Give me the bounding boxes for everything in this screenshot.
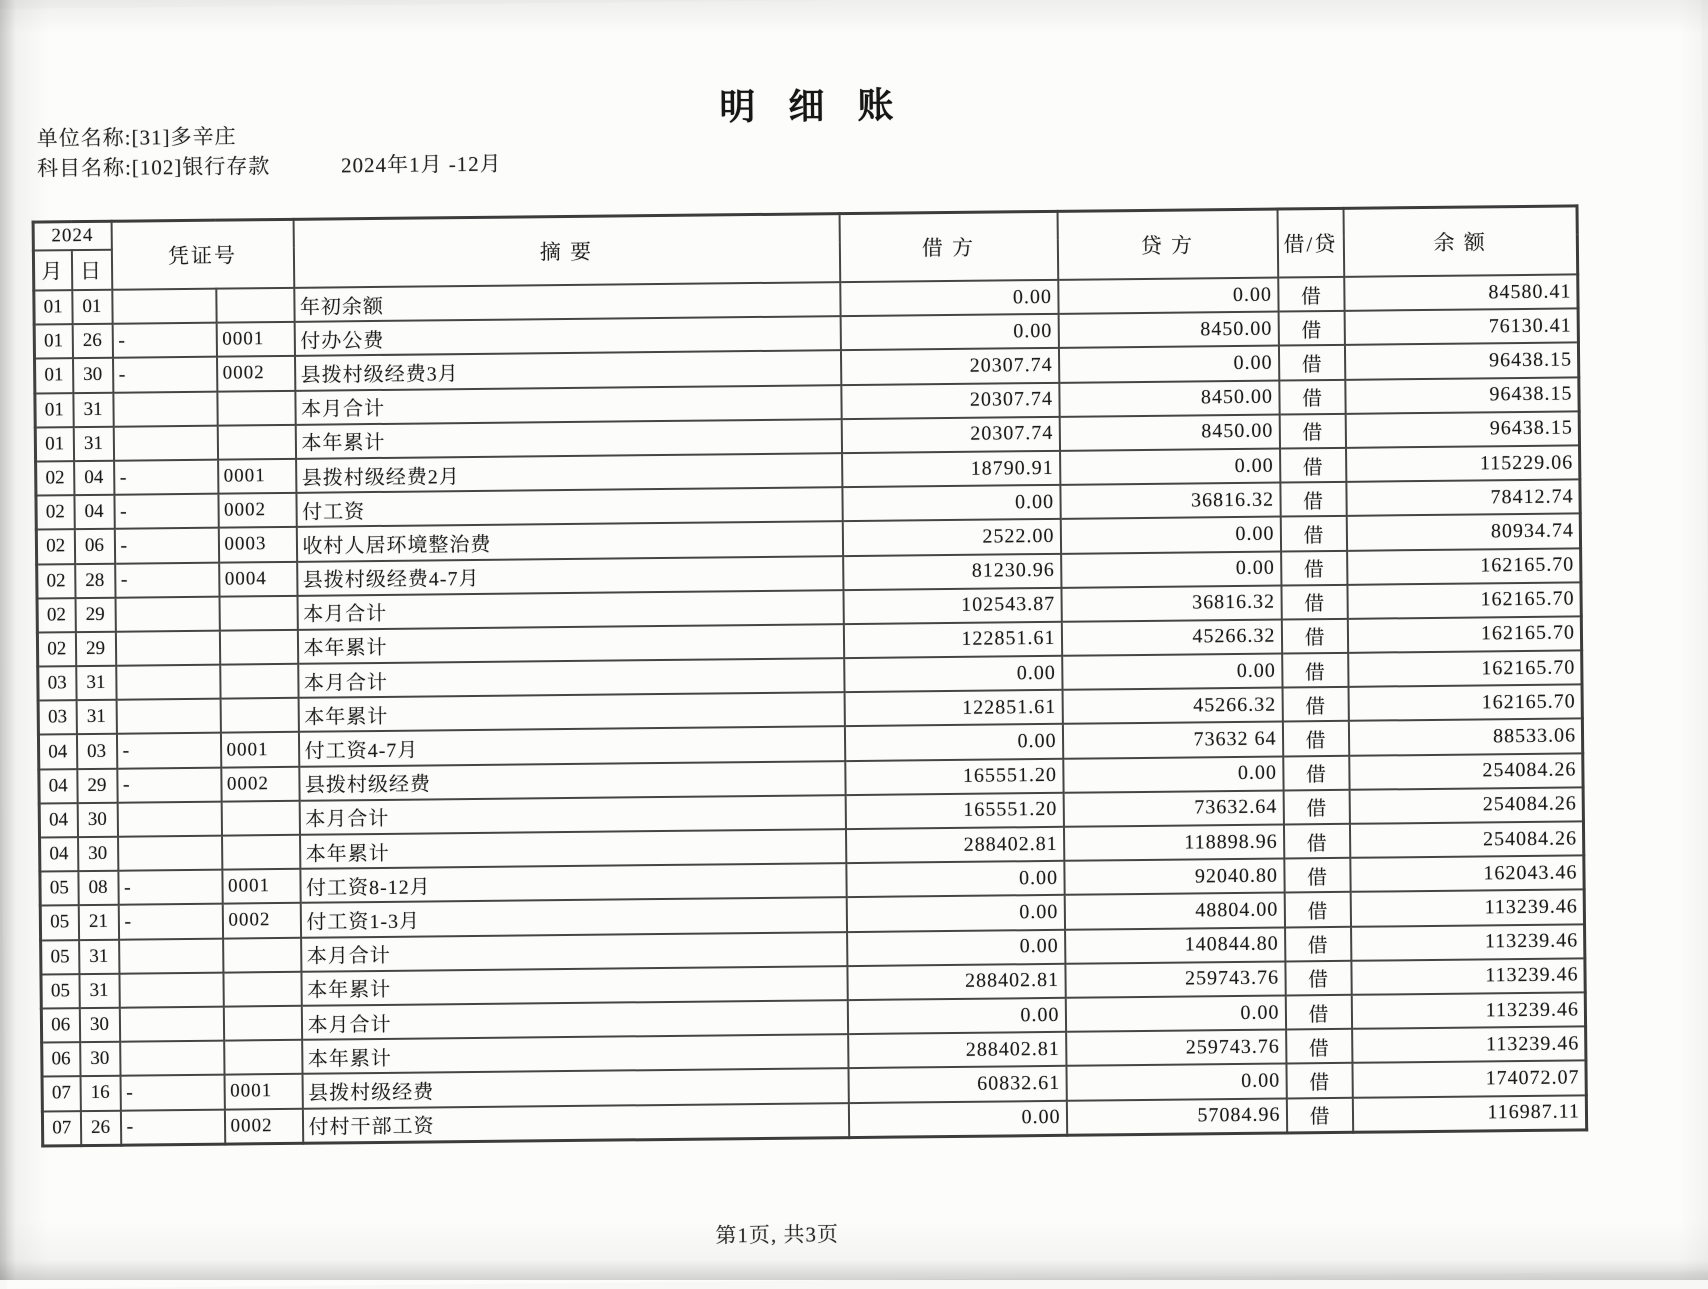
day-cell: 21 bbox=[78, 905, 118, 940]
month-cell: 05 bbox=[40, 871, 78, 906]
direction-cell: 借 bbox=[1286, 1029, 1352, 1064]
voucher-cell: 0001 bbox=[218, 459, 296, 494]
summary-cell: 本月合计 bbox=[295, 385, 841, 425]
direction-cell: 借 bbox=[1278, 345, 1344, 380]
dash-cell bbox=[120, 1041, 224, 1076]
month-cell: 07 bbox=[42, 1111, 80, 1146]
credit-cell: 73632 64 bbox=[1062, 722, 1282, 758]
debit-cell: 60832.61 bbox=[848, 1066, 1066, 1102]
month-cell: 06 bbox=[41, 1008, 79, 1043]
page-title: 明 细 账 bbox=[719, 85, 906, 128]
credit-cell: 140844.80 bbox=[1065, 927, 1285, 963]
month-cell: 04 bbox=[39, 803, 77, 838]
credit-cell: 8450.00 bbox=[1059, 380, 1279, 416]
day-cell: 31 bbox=[76, 700, 116, 735]
balance-cell: 84580.41 bbox=[1344, 274, 1578, 311]
dash-cell bbox=[116, 665, 220, 700]
credit-cell: 0.00 bbox=[1062, 654, 1282, 690]
balance-cell: 96438.15 bbox=[1345, 411, 1579, 448]
credit-cell: 0.00 bbox=[1063, 756, 1283, 792]
direction-cell: 借 bbox=[1279, 414, 1345, 449]
day-cell: 26 bbox=[72, 324, 112, 359]
ledger-body bbox=[34, 274, 1587, 1145]
month-cell: 01 bbox=[35, 359, 73, 394]
page-number-footer: 第1页, 共3页 bbox=[715, 1222, 840, 1248]
period-range: 2024年1月 -12月 bbox=[340, 151, 502, 178]
month-cell: 03 bbox=[38, 666, 76, 701]
balance-cell: 78412.74 bbox=[1346, 480, 1580, 517]
day-cell: 30 bbox=[77, 803, 117, 838]
month-cell: 06 bbox=[42, 1042, 80, 1077]
month-cell: 01 bbox=[35, 393, 73, 428]
summary-cell: 本月合计 bbox=[298, 658, 844, 698]
debit-cell: 288402.81 bbox=[847, 964, 1065, 1000]
voucher-cell bbox=[221, 801, 299, 836]
credit-cell: 45266.32 bbox=[1061, 619, 1281, 655]
debit-cell: 122851.61 bbox=[843, 622, 1061, 658]
voucher-cell: 0002 bbox=[217, 356, 295, 391]
unit-name-line bbox=[37, 120, 237, 152]
summary-cell: 本月合计 bbox=[299, 795, 845, 835]
voucher-cell bbox=[219, 630, 297, 665]
month-cell: 04 bbox=[40, 837, 78, 872]
month-cell: 02 bbox=[37, 598, 75, 633]
summary-cell: 年初余额 bbox=[294, 282, 840, 322]
debit-cell: 0.00 bbox=[847, 929, 1065, 965]
summary-cell: 付村干部工资 bbox=[302, 1103, 848, 1143]
day-cell: 31 bbox=[73, 426, 113, 461]
day-cell: 31 bbox=[73, 392, 113, 427]
direction-cell: 借 bbox=[1285, 961, 1351, 996]
summary-cell: 县拨村级经费4-7月 bbox=[297, 556, 843, 596]
voucher-cell bbox=[222, 835, 300, 870]
header-credit: 贷 方 bbox=[1057, 209, 1278, 280]
direction-cell: 借 bbox=[1281, 619, 1347, 654]
debit-cell: 81230.96 bbox=[843, 553, 1061, 589]
dash-cell: - bbox=[116, 733, 220, 768]
direction-cell: 借 bbox=[1280, 482, 1346, 517]
month-cell: 02 bbox=[36, 529, 74, 564]
direction-cell: 借 bbox=[1285, 926, 1351, 961]
summary-cell: 县拨村级经费 bbox=[299, 761, 845, 801]
day-cell: 04 bbox=[74, 461, 114, 496]
direction-cell: 借 bbox=[1285, 995, 1351, 1030]
balance-cell: 162165.70 bbox=[1347, 616, 1581, 653]
credit-cell: 0.00 bbox=[1058, 346, 1278, 382]
balance-cell: 174072.07 bbox=[1352, 1061, 1586, 1098]
debit-cell: 165551.20 bbox=[845, 758, 1063, 794]
balance-cell: 113239.46 bbox=[1352, 1026, 1586, 1063]
summary-cell: 收村人居环境整治费 bbox=[296, 521, 842, 561]
month-cell: 07 bbox=[42, 1076, 80, 1111]
day-cell: 04 bbox=[74, 495, 114, 530]
debit-cell: 0.00 bbox=[840, 280, 1058, 316]
day-cell: 29 bbox=[75, 632, 115, 667]
dash-cell bbox=[113, 425, 217, 460]
voucher-cell: 0002 bbox=[224, 1108, 302, 1144]
day-cell: 08 bbox=[78, 871, 118, 906]
voucher-cell: 0004 bbox=[219, 561, 297, 596]
month-cell: 02 bbox=[36, 461, 74, 496]
balance-cell: 162165.70 bbox=[1347, 548, 1581, 585]
debit-cell: 0.00 bbox=[846, 895, 1064, 931]
voucher-cell bbox=[220, 698, 298, 733]
debit-cell: 20307.74 bbox=[841, 417, 1059, 453]
dash-cell: - bbox=[118, 904, 222, 939]
debit-cell: 122851.61 bbox=[844, 690, 1062, 726]
header-month: 月 bbox=[33, 250, 71, 290]
credit-cell: 36816.32 bbox=[1061, 585, 1281, 621]
dash-cell: - bbox=[118, 870, 222, 905]
debit-cell: 0.00 bbox=[844, 724, 1062, 760]
summary-cell: 付工资 bbox=[296, 487, 842, 527]
month-cell: 01 bbox=[35, 427, 73, 462]
balance-cell: 80934.74 bbox=[1346, 514, 1580, 551]
subject-name-label: 科目名称: bbox=[36, 155, 132, 181]
summary-cell: 本年累计 bbox=[301, 966, 847, 1006]
debit-cell: 0.00 bbox=[848, 1100, 1066, 1137]
day-cell: 28 bbox=[75, 563, 115, 598]
dash-cell: - bbox=[112, 323, 216, 358]
voucher-cell: 0002 bbox=[222, 903, 300, 938]
credit-cell: 259743.76 bbox=[1065, 961, 1285, 997]
day-cell: 30 bbox=[80, 1042, 120, 1077]
credit-cell: 57084.96 bbox=[1066, 1098, 1286, 1135]
day-cell: 03 bbox=[76, 734, 116, 769]
summary-cell: 付工资1-3月 bbox=[300, 897, 846, 937]
credit-cell: 259743.76 bbox=[1066, 1030, 1286, 1066]
voucher-cell: 0002 bbox=[218, 493, 296, 528]
summary-cell: 本年累计 bbox=[298, 692, 844, 732]
direction-cell: 借 bbox=[1286, 1063, 1352, 1098]
direction-cell: 借 bbox=[1280, 516, 1346, 551]
direction-cell: 借 bbox=[1281, 550, 1347, 585]
credit-cell: 45266.32 bbox=[1062, 688, 1282, 724]
day-cell: 31 bbox=[79, 939, 119, 974]
month-cell: 01 bbox=[34, 290, 72, 325]
voucher-cell: 0001 bbox=[224, 1074, 302, 1109]
day-cell: 31 bbox=[76, 666, 116, 701]
summary-cell: 本月合计 bbox=[297, 590, 843, 630]
debit-cell: 102543.87 bbox=[843, 588, 1061, 624]
header-summary: 摘 要 bbox=[293, 214, 840, 288]
dash-cell: - bbox=[114, 528, 218, 563]
dash-cell bbox=[112, 289, 216, 324]
debit-cell: 0.00 bbox=[840, 314, 1058, 350]
credit-cell: 0.00 bbox=[1066, 1064, 1286, 1100]
voucher-cell: 0002 bbox=[221, 766, 299, 801]
debit-cell: 2522.00 bbox=[842, 519, 1060, 555]
voucher-cell bbox=[223, 937, 301, 972]
dash-cell bbox=[117, 801, 221, 836]
voucher-cell: 0001 bbox=[222, 869, 300, 904]
balance-cell: 115229.06 bbox=[1346, 445, 1580, 482]
month-cell: 04 bbox=[38, 735, 76, 770]
dash-cell: - bbox=[120, 1109, 224, 1145]
credit-cell: 36816.32 bbox=[1060, 483, 1280, 519]
credit-cell: 0.00 bbox=[1058, 278, 1278, 314]
header-year: 2024 bbox=[33, 221, 111, 250]
credit-cell: 0.00 bbox=[1061, 551, 1281, 587]
voucher-cell bbox=[220, 664, 298, 699]
balance-cell: 88533.06 bbox=[1348, 719, 1582, 756]
month-cell: 02 bbox=[36, 495, 74, 530]
debit-cell: 165551.20 bbox=[845, 793, 1063, 829]
month-cell: 05 bbox=[41, 940, 79, 975]
summary-cell: 本年累计 bbox=[297, 624, 843, 664]
credit-cell: 48804.00 bbox=[1064, 893, 1284, 929]
month-cell: 04 bbox=[39, 769, 77, 804]
direction-cell: 借 bbox=[1286, 1097, 1352, 1132]
balance-cell: 113239.46 bbox=[1350, 890, 1584, 927]
voucher-cell bbox=[217, 425, 295, 460]
dash-cell bbox=[113, 391, 217, 426]
debit-cell: 0.00 bbox=[846, 861, 1064, 897]
debit-cell: 288402.81 bbox=[848, 1032, 1066, 1068]
ledger-table bbox=[32, 204, 1589, 1147]
dash-cell bbox=[119, 1007, 223, 1042]
dash-cell bbox=[118, 836, 222, 871]
month-cell: 02 bbox=[37, 632, 75, 667]
unit-name-label: 单位名称: bbox=[36, 125, 132, 151]
credit-cell: 0.00 bbox=[1060, 448, 1280, 484]
day-cell: 26 bbox=[80, 1110, 120, 1145]
month-cell: 01 bbox=[34, 324, 72, 359]
voucher-cell bbox=[219, 596, 297, 631]
balance-cell: 113239.46 bbox=[1351, 924, 1585, 961]
dash-cell: - bbox=[120, 1075, 224, 1110]
debit-cell: 0.00 bbox=[842, 485, 1060, 521]
voucher-cell bbox=[223, 972, 301, 1007]
direction-cell: 借 bbox=[1282, 687, 1348, 722]
summary-cell: 县拨村级经费3月 bbox=[294, 351, 840, 391]
dash-cell bbox=[115, 596, 219, 631]
summary-cell: 付办公费 bbox=[294, 316, 840, 356]
direction-cell: 借 bbox=[1284, 858, 1350, 893]
balance-cell: 162165.70 bbox=[1347, 582, 1581, 619]
balance-cell: 113239.46 bbox=[1351, 958, 1585, 995]
credit-cell: 8450.00 bbox=[1058, 312, 1278, 348]
day-cell: 30 bbox=[78, 837, 118, 872]
credit-cell: 0.00 bbox=[1065, 995, 1285, 1031]
header-voucher-no: 凭证号 bbox=[111, 219, 294, 289]
day-cell: 29 bbox=[75, 597, 115, 632]
balance-cell: 162165.70 bbox=[1348, 650, 1582, 687]
voucher-cell: 0001 bbox=[216, 322, 294, 357]
dash-cell bbox=[119, 938, 223, 973]
direction-cell: 借 bbox=[1278, 277, 1344, 312]
day-cell: 06 bbox=[74, 529, 114, 564]
balance-cell: 254084.26 bbox=[1349, 753, 1583, 790]
day-cell: 31 bbox=[79, 973, 119, 1008]
direction-cell: 借 bbox=[1282, 653, 1348, 688]
direction-cell: 借 bbox=[1283, 755, 1349, 790]
voucher-cell: 0001 bbox=[220, 732, 298, 767]
summary-cell: 本月合计 bbox=[301, 1000, 847, 1040]
dash-cell: - bbox=[117, 767, 221, 802]
month-cell: 02 bbox=[37, 564, 75, 599]
debit-cell: 20307.74 bbox=[841, 382, 1059, 418]
dash-cell: - bbox=[113, 357, 217, 392]
direction-cell: 借 bbox=[1281, 585, 1347, 620]
day-cell: 01 bbox=[72, 290, 112, 325]
summary-cell: 本年累计 bbox=[295, 419, 841, 459]
summary-cell: 付工资8-12月 bbox=[300, 863, 846, 903]
balance-cell: 254084.26 bbox=[1349, 787, 1583, 824]
debit-cell: 18790.91 bbox=[842, 451, 1060, 487]
dash-cell: - bbox=[114, 494, 218, 529]
debit-cell: 288402.81 bbox=[845, 827, 1063, 863]
dash-cell: - bbox=[114, 460, 218, 495]
balance-cell: 96438.15 bbox=[1345, 377, 1579, 414]
subject-name-value: [102]银行存款 bbox=[131, 154, 271, 180]
voucher-cell bbox=[216, 288, 294, 323]
header-direction: 借/贷 bbox=[1277, 208, 1344, 277]
voucher-cell bbox=[224, 1040, 302, 1075]
balance-cell: 76130.41 bbox=[1344, 309, 1578, 346]
direction-cell: 借 bbox=[1284, 892, 1350, 927]
credit-cell: 73632.64 bbox=[1063, 790, 1283, 826]
dash-cell bbox=[116, 699, 220, 734]
day-cell: 16 bbox=[80, 1076, 120, 1111]
balance-cell: 162165.70 bbox=[1348, 685, 1582, 722]
unit-name-value: [31]多辛庄 bbox=[131, 124, 237, 150]
credit-cell: 8450.00 bbox=[1059, 414, 1279, 450]
direction-cell: 借 bbox=[1278, 311, 1344, 346]
voucher-cell bbox=[223, 1006, 301, 1041]
summary-cell: 付工资4-7月 bbox=[298, 727, 844, 767]
direction-cell: 借 bbox=[1283, 790, 1349, 825]
direction-cell: 借 bbox=[1280, 448, 1346, 483]
balance-cell: 116987.11 bbox=[1352, 1095, 1586, 1132]
credit-cell: 0.00 bbox=[1060, 517, 1280, 553]
debit-cell: 0.00 bbox=[847, 998, 1065, 1034]
balance-cell: 162043.46 bbox=[1350, 856, 1584, 893]
header-balance: 余 额 bbox=[1343, 206, 1578, 277]
voucher-cell bbox=[217, 390, 295, 425]
header-day: 日 bbox=[71, 250, 111, 290]
summary-cell: 本年累计 bbox=[300, 829, 846, 869]
direction-cell: 借 bbox=[1283, 824, 1349, 859]
header-debit: 借 方 bbox=[839, 211, 1058, 282]
day-cell: 30 bbox=[73, 358, 113, 393]
direction-cell: 借 bbox=[1279, 379, 1345, 414]
summary-cell: 本月合计 bbox=[301, 932, 847, 972]
month-cell: 03 bbox=[38, 700, 76, 735]
month-cell: 05 bbox=[41, 974, 79, 1009]
direction-cell: 借 bbox=[1282, 721, 1348, 756]
dash-cell bbox=[119, 972, 223, 1007]
balance-cell: 254084.26 bbox=[1349, 821, 1583, 858]
debit-cell: 20307.74 bbox=[840, 348, 1058, 384]
summary-cell: 本年累计 bbox=[302, 1034, 848, 1074]
dash-cell bbox=[115, 631, 219, 666]
debit-cell: 0.00 bbox=[844, 656, 1062, 692]
credit-cell: 118898.96 bbox=[1063, 825, 1283, 861]
dash-cell: - bbox=[115, 562, 219, 597]
voucher-cell: 0003 bbox=[218, 527, 296, 562]
balance-cell: 113239.46 bbox=[1351, 992, 1585, 1029]
balance-cell: 96438.15 bbox=[1344, 343, 1578, 380]
credit-cell: 92040.80 bbox=[1064, 859, 1284, 895]
day-cell: 29 bbox=[77, 768, 117, 803]
summary-cell: 县拨村级经费2月 bbox=[296, 453, 842, 493]
summary-cell: 县拨村级经费 bbox=[302, 1068, 848, 1108]
day-cell: 30 bbox=[79, 1008, 119, 1043]
month-cell: 05 bbox=[40, 906, 78, 941]
